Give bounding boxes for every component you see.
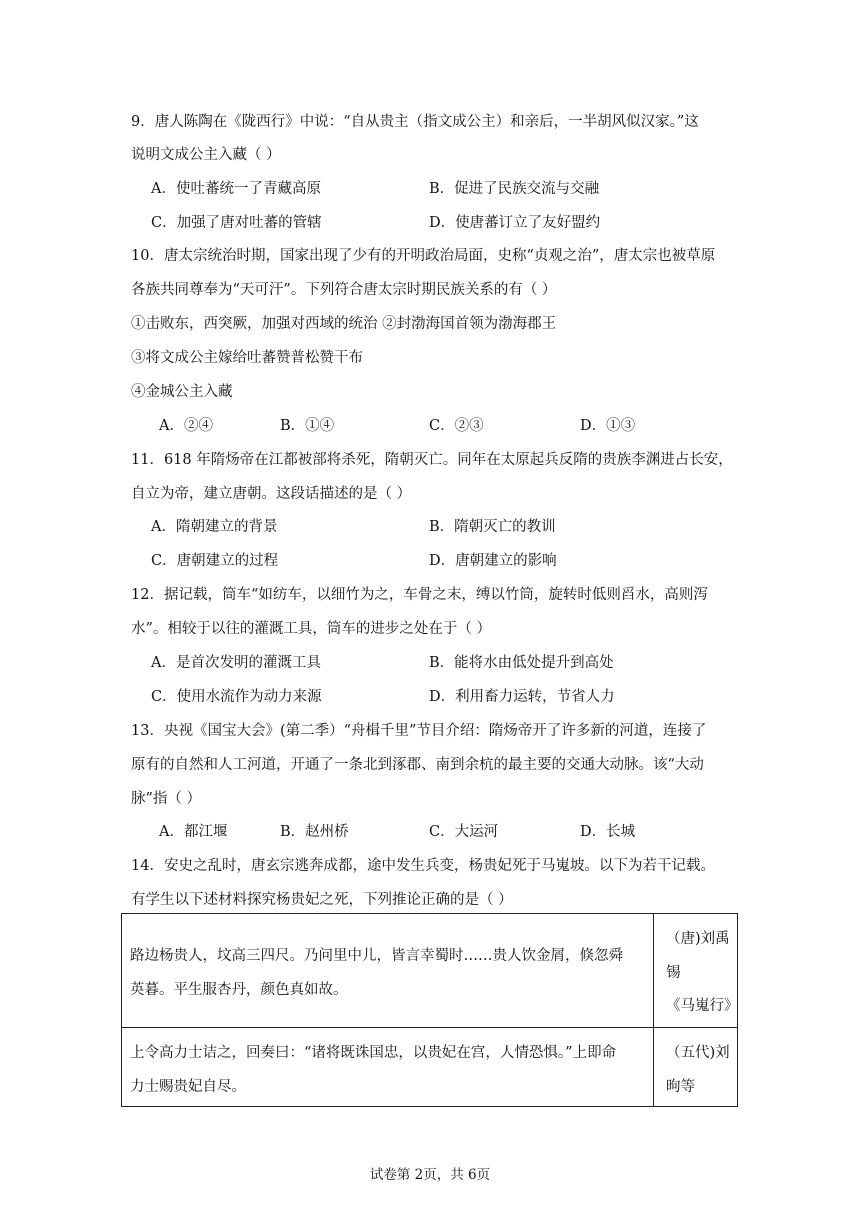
source-line: （五代)刘	[666, 1045, 730, 1061]
question-9-stem-line-2: 说明文成公主入藏（ ）	[131, 147, 281, 163]
question-14-stem-line-1: 14．安史之乱时，唐玄宗逃奔成都，途中发生兵变，杨贵妃死于马嵬坡。以下为若干记载。	[131, 858, 715, 874]
question-12-option-d[interactable]: D．利用畜力运转，节省人力	[429, 689, 615, 705]
question-12-option-c[interactable]: C．使用水流作为动力来源	[151, 689, 322, 705]
question-11-option-a[interactable]: A．隋朝建立的背景	[151, 519, 278, 535]
material-text-cell	[122, 1028, 654, 1106]
question-11-option-c[interactable]: C．唐朝建立的过程	[151, 553, 279, 569]
question-12-stem-line-1: 12．据记载，筒车“如纺车，以细竹为之，车骨之末，缚以竹筒，旋转时低则舀水，高则泻	[131, 587, 708, 603]
question-9-option-b[interactable]: B．促进了民族交流与交融	[429, 181, 600, 197]
question-11-option-d[interactable]: D．唐朝建立的影响	[429, 553, 557, 569]
question-10-option-c[interactable]: C．②③	[429, 418, 484, 434]
question-13-option-b[interactable]: B．赵州桥	[280, 824, 349, 840]
source-material-table	[121, 913, 738, 1107]
question-13-option-c[interactable]: C．大运河	[429, 824, 499, 840]
material-text-line: 力士赐贵妃自尽。	[130, 1079, 246, 1095]
question-9-option-c[interactable]: C．加强了唐对吐蕃的管辖	[151, 215, 322, 231]
question-10-item-line-1: ①击败东，西突厥，加强对西域的统治 ②封渤海国首领为渤海郡王	[131, 316, 557, 332]
material-text-line: 英暮。平生服杏丹，颜色真如故。	[130, 982, 348, 998]
source-line: （唐)刘禹	[666, 931, 730, 947]
question-13-option-a[interactable]: A．都江堰	[159, 824, 228, 840]
question-10-stem-line-1: 10．唐太宗统治时期，国家出现了少有的开明政治局面，史称“贞观之治”，唐太宗也被草原	[131, 248, 716, 264]
question-11-option-b[interactable]: B．隋朝灭亡的教训	[429, 519, 556, 535]
question-10-stem-line-2: 各族共同尊奉为“天可汗”。下列符合唐太宗时期民族关系的有（ ）	[131, 282, 557, 298]
question-13-stem-line-3: 脉”指（ ）	[131, 791, 202, 807]
material-source-cell	[654, 1028, 737, 1106]
question-13-stem-line-1: 13．央视《国宝大会》(第二季）“舟楫千里”节目介绍：隋炀帝开了许多新的河道，连接了	[131, 723, 707, 739]
source-line: 锡	[666, 965, 681, 981]
material-text-line: 路边杨贵人，坟高三四尺。乃问里中儿，皆言幸蜀时……贵人饮金屑，倏忽舜	[130, 948, 623, 964]
table-row	[122, 1028, 737, 1106]
question-10-item-line-3: ④金城公主入藏	[131, 384, 233, 400]
material-text-cell	[122, 914, 654, 1027]
material-source-cell	[654, 914, 737, 1027]
question-10-item-line-2: ③将文成公主嫁给吐蕃赞普松赞干布	[131, 350, 363, 366]
table-row	[122, 914, 737, 1028]
question-10-option-a[interactable]: A．②④	[159, 418, 213, 434]
question-11-stem-line-1: 11．618 年隋炀帝在江都被部将杀死，隋朝灭亡。同年在太原起兵反隋的贵族李渊进占长安，	[131, 452, 733, 468]
question-12-option-a[interactable]: A．是首次发明的灌溉工具	[151, 655, 321, 671]
question-12-option-b[interactable]: B．能将水由低处提升到高处	[429, 655, 614, 671]
question-11-stem-line-2: 自立为帝，建立唐朝。这段话描述的是（ ）	[131, 486, 412, 502]
source-line: 《马嵬行》	[666, 998, 739, 1014]
page-footer: 试卷第 2页，共 6页	[369, 1167, 491, 1183]
source-line: 昫等	[666, 1079, 695, 1095]
question-9-stem-line-1: 9．唐人陈陶在《陇西行》中说：“自从贵主（指文成公主）和亲后，一半胡风似汉家。”这	[131, 114, 699, 130]
question-9-option-a[interactable]: A．使吐蕃统一了青藏高原	[151, 181, 321, 197]
question-10-option-b[interactable]: B．①④	[280, 418, 335, 434]
question-9-option-d[interactable]: D．使唐蕃订立了友好盟约	[429, 215, 601, 231]
question-10-option-d[interactable]: D．①③	[580, 418, 636, 434]
question-12-stem-line-2: 水”。相较于以往的灌溉工具，筒车的进步之处在于（ ）	[131, 621, 492, 637]
material-text-line: 上令高力士诘之，回奏曰：“诸将既诛国忠，以贵妃在宫，人情恐惧。”上即命	[130, 1045, 617, 1061]
question-13-option-d[interactable]: D．长城	[580, 824, 636, 840]
question-14-stem-line-2: 有学生以下述材料探究杨贵妃之死，下列推论正确的是（ ）	[131, 892, 513, 908]
question-13-stem-line-2: 原有的自然和人工河道，开通了一条北到涿郡、南到余杭的最主要的交通大动脉。该“大动	[131, 757, 704, 773]
